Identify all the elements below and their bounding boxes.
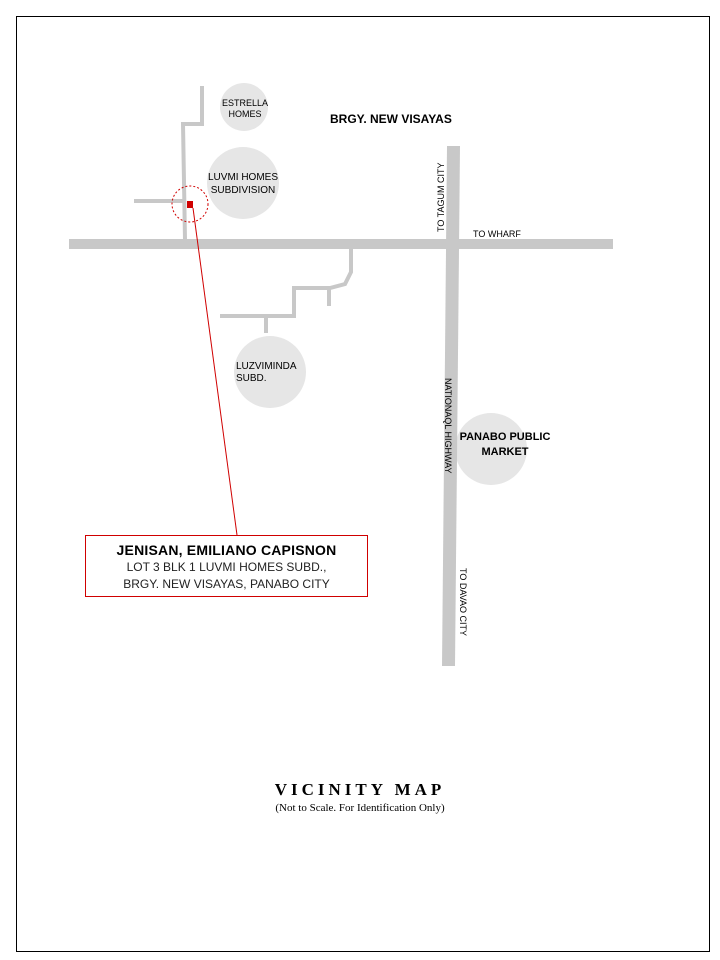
luzviminda-label-line1: LUZVIMINDA bbox=[236, 361, 297, 372]
map-subtitle: (Not to Scale. For Identification Only) bbox=[275, 802, 445, 814]
national-highway-label: NATIONAQL HIGHWAY bbox=[443, 378, 453, 474]
to-wharf-label: TO WHARF bbox=[473, 229, 521, 239]
luzviminda-access-road bbox=[220, 249, 351, 316]
estrella-label-line2: HOMES bbox=[228, 109, 262, 119]
owner-address-line1: LOT 3 BLK 1 LUVMI HOMES SUBD., bbox=[126, 560, 327, 574]
leader-line bbox=[193, 208, 237, 535]
market-label-line2: MARKET bbox=[481, 446, 529, 458]
main-road bbox=[69, 239, 613, 249]
north-access-road bbox=[183, 86, 202, 240]
luvmi-label-line2: SUBDIVISION bbox=[210, 185, 276, 196]
luzviminda-label-line2: SUBD. bbox=[236, 373, 267, 384]
luvmi-homes-landmark bbox=[207, 147, 279, 219]
barangay-label: BRGY. NEW VISAYAS bbox=[330, 112, 452, 126]
map-title: VICINITY MAP bbox=[274, 780, 446, 799]
luzviminda-landmark bbox=[234, 336, 306, 408]
luvmi-label-line1: LUVMI HOMES bbox=[207, 172, 279, 183]
owner-address-line2: BRGY. NEW VISAYAS, PANABO CITY bbox=[123, 577, 330, 591]
estrella-label-line1: ESTRELLA bbox=[221, 98, 269, 108]
to-tagum-label: TO TAGUM CITY bbox=[436, 162, 446, 232]
map-title-block bbox=[0, 780, 720, 814]
owner-name: JENISAN, EMILIANO CAPISNON bbox=[116, 542, 337, 558]
owner-info-box bbox=[85, 535, 368, 597]
site-marker bbox=[187, 201, 193, 208]
to-davao-label: TO DAVAO CITY bbox=[458, 568, 468, 637]
market-label-line1: PANABO PUBLIC bbox=[459, 431, 551, 443]
